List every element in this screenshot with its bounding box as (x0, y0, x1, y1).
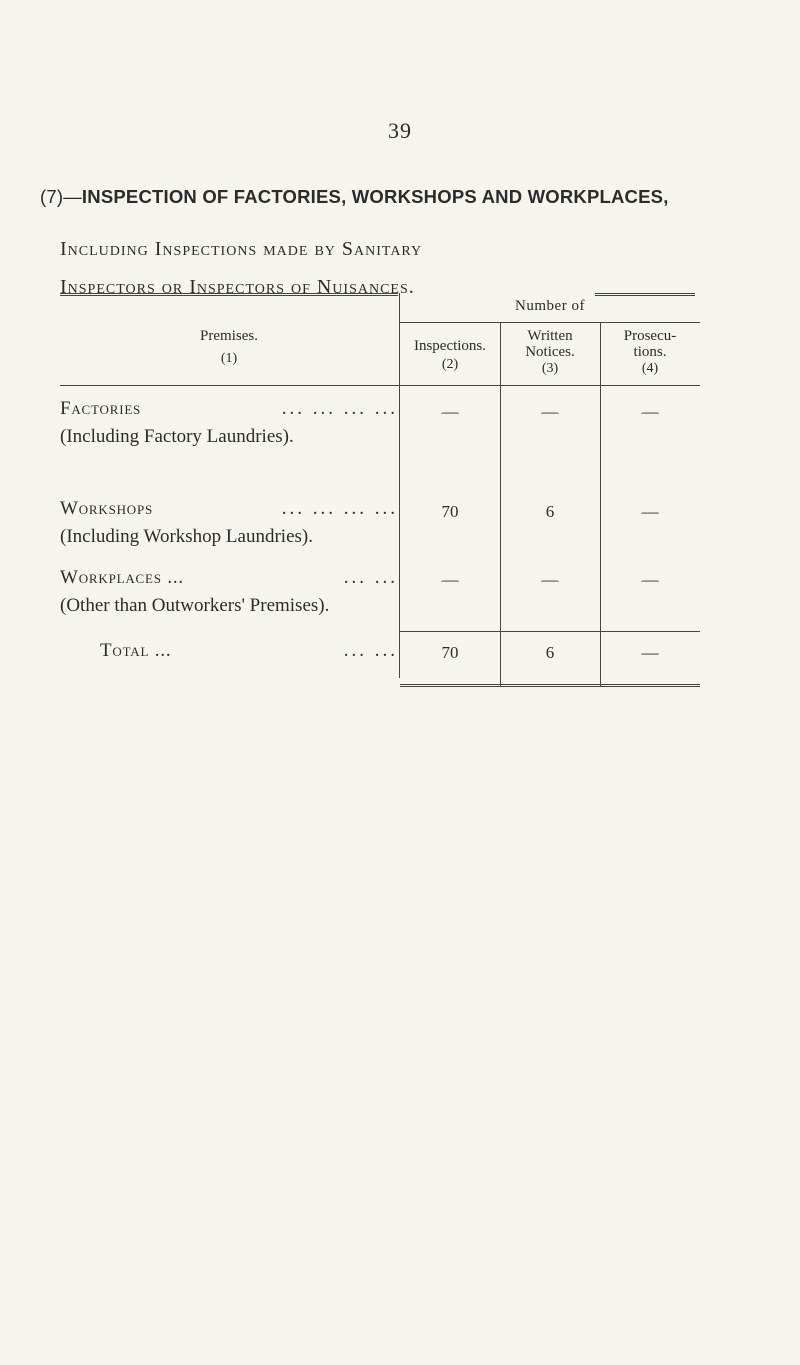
total-inspections: 70 (441, 643, 459, 662)
workplaces-notices: — (541, 570, 559, 589)
column-number-4: (4) (641, 361, 659, 376)
row-factories-label: Factories (60, 398, 142, 419)
factories-prosecutions: — (641, 402, 659, 421)
total-notices: 6 (545, 643, 555, 662)
table-bottom-rule (400, 684, 700, 687)
row-workplaces-label: Workplaces ... (60, 567, 184, 588)
row-workshops-sub: (Including Workshop Laundries). (60, 526, 313, 547)
row-workplaces-sub: (Other than Outworkers' Premises). (60, 595, 330, 616)
group-header-number-of: Number of (515, 298, 585, 314)
column-number-2: (2) (441, 357, 459, 372)
row-workplaces (60, 567, 398, 617)
row-total-dots: ... ... (343, 640, 398, 661)
row-total (100, 640, 398, 662)
column-header-written-notices-line1: Written (527, 328, 573, 344)
page-number: 39 (388, 118, 412, 143)
column-number-1: (1) (220, 351, 238, 366)
workplaces-inspections: — (441, 570, 459, 589)
column-header-prosecutions-line1: Prosecu- (623, 328, 677, 344)
column-header-inspections: Inspections. (413, 338, 487, 354)
workshops-notices: 6 (545, 502, 555, 521)
column-header-prosecutions-line2: tions. (633, 344, 667, 360)
workshops-inspections: 70 (441, 502, 459, 521)
table-top-rule-right (595, 293, 695, 296)
group-header-rule (400, 322, 700, 323)
row-factories-dots: ... ... ... ... (281, 398, 398, 419)
row-factories-sub: (Including Factory Laundries). (60, 426, 294, 447)
header-bottom-rule (60, 385, 700, 386)
table-top-rule (60, 293, 398, 296)
workplaces-prosecutions: — (641, 570, 659, 589)
row-factories (60, 398, 398, 448)
total-top-rule (400, 631, 700, 632)
row-workshops-dots: ... ... ... ... (281, 498, 398, 519)
factories-inspections: — (441, 402, 459, 421)
factories-notices: — (541, 402, 559, 421)
column-number-3: (3) (541, 361, 559, 376)
row-workplaces-dots: ... ... (343, 567, 398, 588)
column-header-premises: Premises. (200, 328, 258, 344)
total-prosecutions: — (641, 643, 659, 662)
workshops-prosecutions: — (641, 502, 659, 521)
section-title: INSPECTION OF FACTORIES, WORKSHOPS AND WORKPLACES, (81, 186, 669, 207)
row-total-label: Total ... (100, 640, 172, 661)
subheading-line-2: Inspectors or Inspectors of Nuisances. (60, 276, 415, 298)
column-divider-1 (399, 293, 400, 678)
column-header-written-notices-line2: Notices. (525, 344, 575, 360)
section-number: (7)— (40, 186, 82, 207)
row-workshops (60, 498, 398, 548)
row-workshops-label: Workshops (60, 498, 154, 519)
subheading-line-1: Including Inspections made by Sanitary (60, 238, 423, 260)
